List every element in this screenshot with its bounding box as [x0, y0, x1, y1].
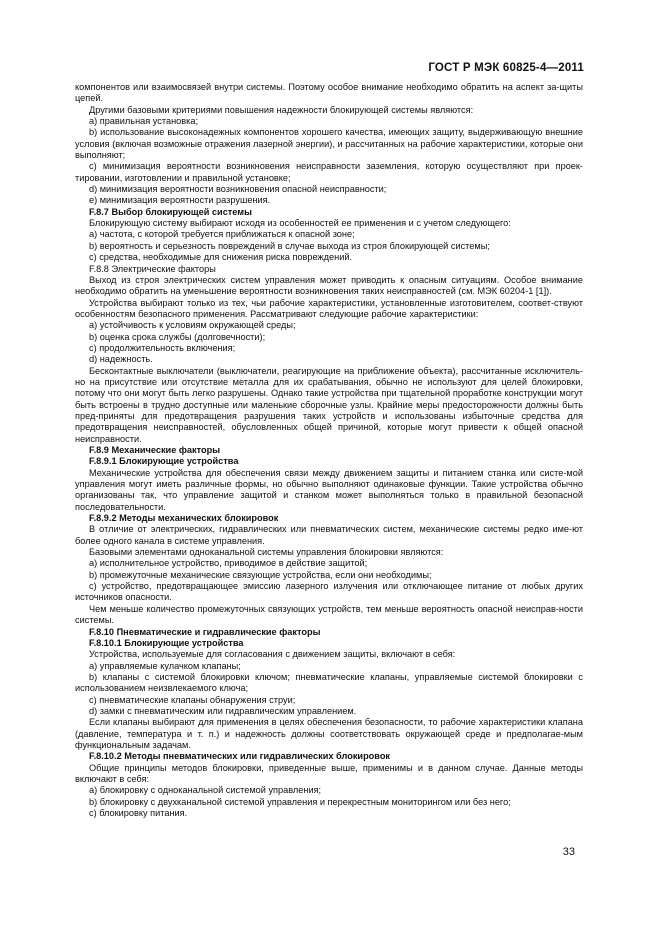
section-heading: F.8.7 Выбор блокирующей системы: [89, 206, 252, 217]
section-heading: F.8.9.1 Блокирующие устройства: [89, 456, 239, 467]
paragraph: Базовыми элементами одноканальной системы управления блокировки являются:: [89, 547, 444, 558]
section-heading: F.8.10.2 Методы пневматических или гидравлических блокировок: [89, 751, 391, 762]
paragraph: а) исполнительное устройство, приводимое в действие защитой;: [89, 558, 368, 569]
paragraph: с) устройство, предотвращающее эмиссию лазерного излучения или отключающее питание от любых других источников опасности.: [75, 581, 583, 603]
paragraph: Устройства, используемые для согласования с движением защиты, включают в себя:: [89, 649, 456, 660]
document-header: ГОСТ Р МЭК 60825-4—2011: [428, 62, 584, 74]
paragraph: b) использование высоконадежных компонентов хорошего качества, имеющих защиту, выдерживающую внешние условия (включая возможные отражения лазерной энергии), и рассчитанных на рабочие характеристики, которые они выполняют;: [75, 127, 583, 161]
paragraph: Чем меньше количество промежуточных связующих устройств, тем меньше вероятность опасной неисправ-ности системы.: [75, 603, 583, 626]
document-body: [75, 82, 583, 819]
paragraph: Механические устройства для обеспечения связи между движением защиты и питанием станка или систе-мой управления могут иметь различные формы, но обычно выполняют одинаковые функции. Такие устройства обычно организованы так, что управление защитой и станком может выполняться только в правильной безопасной последовательности.: [75, 467, 583, 512]
paragraph: Блокирующую систему выбирают исходя из особенностей ее применения и с учетом следующего:: [89, 218, 511, 229]
paragraph: Другими базовыми критериями повышения надежности блокирующей системы являются:: [89, 104, 474, 115]
paragraph: с) пневматические клапаны обнаружения струи;: [89, 694, 296, 705]
paragraph: с) блокировку питания.: [89, 808, 188, 818]
paragraph: b) блокировку с двухканальной системой управления и перекрестным мониторингом или без него;: [89, 796, 511, 807]
paragraph: F.8.8 Электрические факторы: [89, 263, 216, 274]
paragraph: b) вероятность и серьезность повреждений в случае выхода из строя блокирующей системы;: [89, 240, 490, 251]
paragraph: b) клапаны с системой блокировки ключом; пневматические клапаны, управляемые системой блокировки с использованием неизвлекаемого ключа;: [75, 671, 583, 694]
paragraph: компонентов или взаимосвязей внутри системы. Поэтому особое внимание необходимо обратить на аспект за-щиты цепей.: [75, 82, 583, 104]
paragraph: е) минимизация вероятности разрушения.: [89, 195, 271, 206]
paragraph: с) продолжительность включения;: [89, 342, 236, 353]
section-heading: F.8.10.1 Блокирующие устройства: [89, 637, 244, 648]
paragraph: Бесконтактные выключатели (выключатели, реагирующие на приближение объекта), рассчитанные исключитель-но на присутствие или отсутствие металла для их срабатывания, обычно не используют для целей блокировки, потому что они могут быть легко разрушены. Однако такие устройства при тщательной проработке конструкции могут быть встроены в трудно доступные или маленькие сборочные узлы. Крайние меры предосторожности должны быть пред-приняты для предотвращения разрушения таких устройств и использованы избыточные средства для предотвращения неисправностей, обусловленных общей причиной, которые могут привести к общей опасной неисправности.: [75, 365, 583, 444]
paragraph: Выход из строя электрических систем управления может приводить к опасным ситуациям. Особое внимание необходимо обратить на уменьшение вероятности возникновения таких неисправностей (см. МЭК 60204-1 [1]).: [75, 274, 583, 297]
paragraph: Общие принципы методов блокировки, приведенные выше, применимы и в данном случае. Данные методы включают в себя:: [75, 762, 583, 784]
paragraph: а) правильная установка;: [89, 116, 199, 127]
section-heading: F.8.10 Пневматические и гидравлические факторы: [89, 626, 321, 637]
paragraph: а) управляемые кулачком клапаны;: [89, 660, 241, 671]
paragraph: а) частота, с которой требуется приближаться к опасной зоне;: [89, 229, 355, 240]
paragraph: В отличие от электрических, гидравлических или пневматических систем, механические системы редко име-ют более одного канала в системе управления.: [75, 524, 583, 546]
paragraph: b) промежуточные механические связующие устройства, если они необходимы;: [89, 569, 432, 580]
paragraph: Если клапаны выбирают для применения в целях обеспечения безопасности, то рабочие характеристики клапана (давление, температура и т. п.) и надежность должны соответствовать окружающей среде и предполагае-мым функциональным задачам.: [75, 717, 583, 750]
paragraph: d) минимизация вероятности возникновения опасной неисправности;: [89, 184, 387, 195]
paragraph: с) минимизация вероятности возникновения неисправности заземления, которую осуществляют при проек-тировании, изготовлении и правильной установке;: [75, 161, 583, 183]
paragraph: Устройства выбирают только из тех, чьи рабочие характеристики, установленные изготовителем, соответ-ствуют особенностям безопасного применения. Рассматривают следующие рабочие характеристики:: [75, 297, 583, 319]
paragraph: с) средства, необходимые для снижения риска повреждений.: [89, 252, 353, 263]
section-heading: F.8.9.2 Методы механических блокировок: [89, 513, 279, 524]
paragraph: а) устойчивость к условиям окружающей среды;: [89, 320, 296, 331]
page-number: 33: [562, 846, 575, 858]
paragraph: а) блокировку с одноканальной системой управления;: [89, 785, 322, 796]
paragraph: b) оценка срока службы (долговечности);: [89, 331, 266, 342]
paragraph: d) надежность.: [89, 354, 153, 365]
section-heading: F.8.9 Механические факторы: [89, 445, 221, 455]
paragraph: d) замки с пневматическим или гидравлическим управлением.: [89, 705, 357, 716]
